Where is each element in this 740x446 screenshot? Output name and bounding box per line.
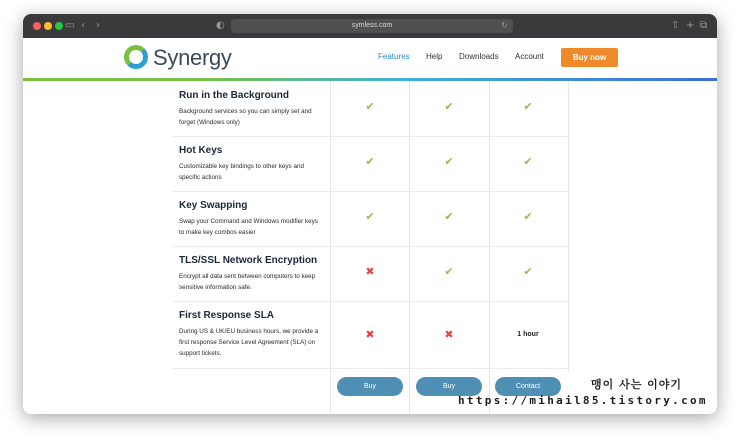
- tab-overview-icon[interactable]: ⧉: [700, 20, 708, 31]
- feature-description: [179, 106, 329, 128]
- check-icon: ✔: [444, 155, 454, 168]
- address-bar[interactable]: [231, 19, 513, 33]
- feature-title: Key Swapping: [179, 200, 248, 211]
- feature-description-line: Customizable key bindings to other keys and: [179, 163, 304, 170]
- nav-account[interactable]: Account: [515, 52, 544, 61]
- logo-text[interactable]: Synergy: [153, 45, 232, 70]
- browser-window: [23, 14, 717, 414]
- cross-icon: ✖: [365, 328, 375, 341]
- sla-value: 1 hour: [517, 331, 539, 338]
- feature-description: [179, 161, 329, 183]
- close-window-button[interactable]: [33, 22, 41, 30]
- check-icon: ✔: [523, 155, 533, 168]
- column-divider: [568, 81, 569, 371]
- check-icon: ✔: [444, 100, 454, 113]
- contact-button[interactable]: Contact: [495, 377, 561, 396]
- feature-description-line: to make key combos easier: [179, 229, 256, 236]
- buy-button-basic[interactable]: Buy: [337, 377, 403, 396]
- check-icon: ✔: [444, 210, 454, 223]
- synergy-logo-icon[interactable]: [124, 45, 148, 69]
- check-icon: ✔: [365, 210, 375, 223]
- share-icon[interactable]: ⇧: [671, 20, 680, 31]
- feature-description-line: Encrypt all data sent between computers to keep: [179, 273, 316, 280]
- cross-icon: ✖: [444, 328, 454, 341]
- reload-icon[interactable]: ↻: [501, 21, 508, 30]
- feature-row: [173, 301, 568, 369]
- feature-description-line: sensitive information safe.: [179, 284, 252, 291]
- feature-title: First Response SLA: [179, 310, 275, 321]
- watermark-title: 맹이 사는 이야기: [591, 378, 683, 391]
- feature-description-line: During US & UK/EU business hours, we provide a: [179, 328, 319, 335]
- check-icon: ✔: [523, 210, 533, 223]
- feature-title: Hot Keys: [179, 145, 223, 156]
- nav-help[interactable]: Help: [426, 52, 443, 61]
- feature-title: Run in the Background: [179, 90, 289, 101]
- feature-row: [173, 246, 568, 302]
- feature-description-line: first response Service Level Agreement (SLA) on: [179, 339, 316, 346]
- feature-row: [173, 191, 568, 247]
- feature-row: [173, 81, 568, 137]
- feature-description: [179, 271, 329, 293]
- new-tab-icon[interactable]: +: [686, 20, 695, 31]
- buy-button-pro[interactable]: Buy: [416, 377, 482, 396]
- cross-icon: ✖: [365, 265, 375, 278]
- feature-row: [173, 136, 568, 192]
- sidebar-toggle-icon[interactable]: ▭: [65, 20, 75, 31]
- forward-icon[interactable]: ›: [96, 20, 100, 31]
- nav-downloads[interactable]: Downloads: [459, 52, 499, 61]
- feature-description-line: specific actions: [179, 174, 222, 181]
- back-icon[interactable]: ‹: [81, 20, 85, 31]
- check-icon: ✔: [444, 265, 454, 278]
- feature-description: [179, 326, 329, 359]
- minimize-window-button[interactable]: [44, 22, 52, 30]
- feature-description-line: support tickets.: [179, 350, 222, 357]
- feature-description-line: Background services so you can simply set and: [179, 108, 312, 115]
- check-icon: ✔: [365, 155, 375, 168]
- check-icon: ✔: [523, 100, 533, 113]
- feature-description: [179, 216, 329, 238]
- buy-now-button[interactable]: Buy now: [561, 48, 618, 67]
- feature-title: TLS/SSL Network Encryption: [179, 255, 318, 266]
- url-text: symless.com: [351, 22, 393, 29]
- feature-description-line: Swap your Command and Windows modifier keys: [179, 218, 318, 225]
- feature-comparison-table: [173, 81, 568, 414]
- feature-description-line: forget (Windows only): [179, 119, 240, 126]
- nav-features[interactable]: Features: [378, 52, 410, 61]
- check-icon: ✔: [523, 265, 533, 278]
- maximize-window-button[interactable]: [55, 22, 63, 30]
- browser-titlebar: [23, 14, 717, 38]
- privacy-shield-icon[interactable]: ◐: [216, 20, 225, 31]
- check-icon: ✔: [365, 100, 375, 113]
- watermark-url: https://mihail85.tistory.com: [458, 394, 708, 407]
